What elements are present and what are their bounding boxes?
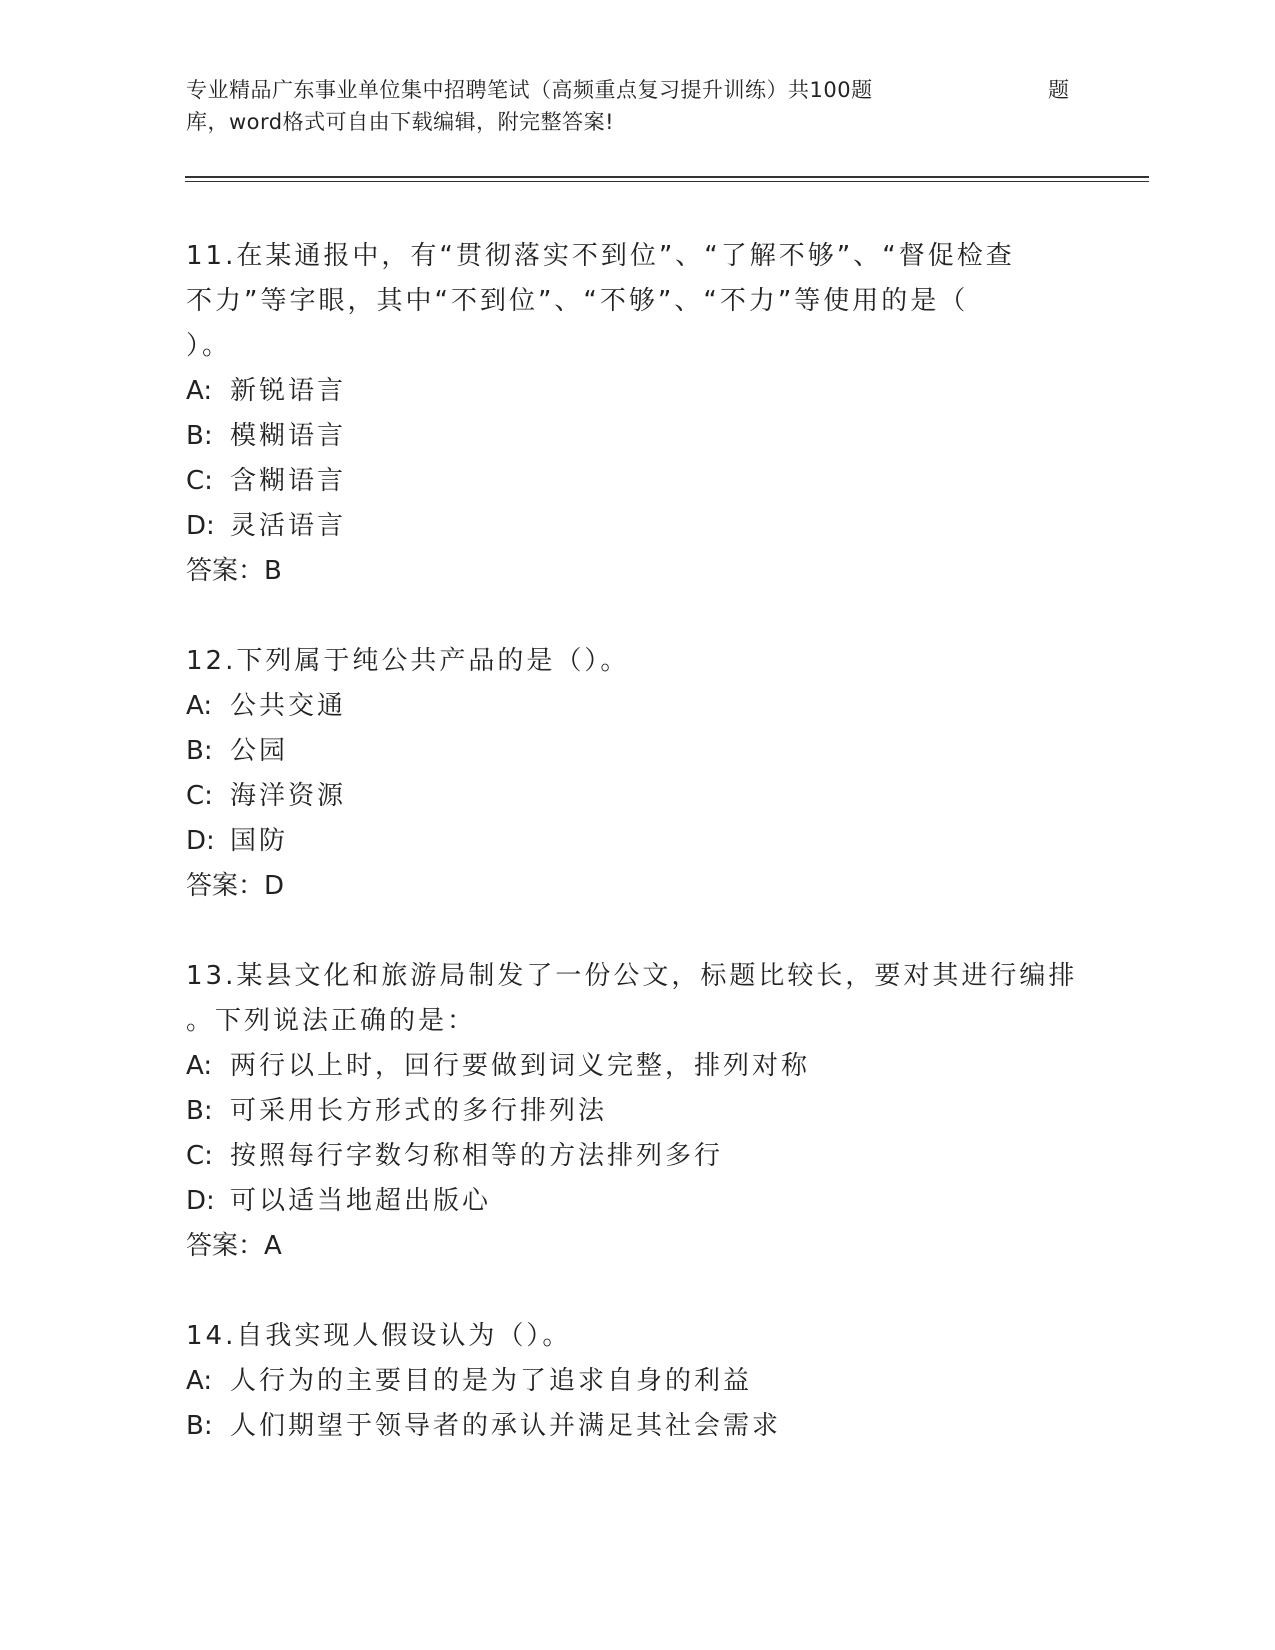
answer-option — [186, 1134, 1086, 1179]
header-title-tail: 题 — [1048, 78, 1070, 102]
question-stem-line: 不力”等字眼，其中“不到位”、“不够”、“不力”等使用的是（ — [186, 286, 969, 316]
answer-key: 答案：A — [186, 1231, 282, 1261]
question-block — [186, 954, 1086, 1269]
option-text: 公共交通 — [230, 691, 347, 721]
option-text: 两行以上时，回行要做到词义完整，排列对称 — [230, 1051, 811, 1081]
option-letter: B: — [186, 421, 213, 451]
question-list — [186, 234, 1086, 1494]
answer-key: 答案：B — [186, 556, 282, 586]
header-rule-thin — [185, 181, 1149, 182]
header-line-1 — [186, 74, 1086, 106]
answer-option — [186, 729, 1086, 774]
option-text: 按照每行字数匀称相等的方法排列多行 — [230, 1141, 724, 1171]
question-stem-line: 14.自我实现人假设认为（）。 — [186, 1321, 572, 1351]
option-text: 新锐语言 — [230, 376, 347, 406]
answer-option — [186, 459, 1086, 504]
answer-option — [186, 504, 1086, 549]
question-block — [186, 639, 1086, 909]
answer-option — [186, 1359, 1086, 1404]
answer-option — [186, 369, 1086, 414]
option-text: 海洋资源 — [230, 781, 347, 811]
question-stem-line: ）。 — [186, 331, 232, 361]
question-block — [186, 234, 1086, 594]
option-letter: A: — [186, 1051, 213, 1081]
answer-option — [186, 774, 1086, 819]
option-text: 公园 — [230, 736, 289, 766]
option-letter: A: — [186, 376, 213, 406]
header-title-line2: 库，word格式可自由下载编辑，附完整答案! — [186, 110, 615, 134]
question-block — [186, 1314, 1086, 1449]
answer-option — [186, 1089, 1086, 1134]
answer-option — [186, 1044, 1086, 1089]
answer-option — [186, 819, 1086, 864]
option-letter: C: — [186, 466, 213, 496]
option-letter: A: — [186, 1366, 213, 1396]
option-text: 可以适当地超出版心 — [230, 1186, 492, 1216]
answer-option — [186, 1404, 1086, 1449]
option-letter: D: — [186, 826, 215, 856]
option-text: 人行为的主要目的是为了追求自身的利益 — [230, 1366, 753, 1396]
answer-option — [186, 684, 1086, 729]
option-letter: B: — [186, 1411, 213, 1441]
question-stem-line: 11.在某通报中，有“贯彻落实不到位”、“了解不够”、“督促检查 — [186, 241, 1015, 271]
option-letter: B: — [186, 736, 213, 766]
option-letter: C: — [186, 1141, 213, 1171]
header-rule-thick — [185, 176, 1149, 178]
answer-option — [186, 1179, 1086, 1224]
option-letter: D: — [186, 1186, 215, 1216]
option-letter: D: — [186, 511, 215, 541]
answer-key: 答案：D — [186, 871, 285, 901]
option-text: 可采用长方形式的多行排列法 — [230, 1096, 608, 1126]
question-stem-line: 。下列说法正确的是： — [186, 1006, 477, 1036]
option-text: 灵活语言 — [230, 511, 347, 541]
header-title-line1: 专业精品广东事业单位集中招聘笔试（高频重点复习提升训练）共100题 — [186, 78, 873, 102]
option-text: 含糊语言 — [230, 466, 347, 496]
option-letter: A: — [186, 691, 213, 721]
option-letter: B: — [186, 1096, 213, 1126]
question-stem-line: 13.某县文化和旅游局制发了一份公文，标题比较长，要对其进行编排 — [186, 961, 1078, 991]
option-text: 人们期望于领导者的承认并满足其社会需求 — [230, 1411, 782, 1441]
document-header — [186, 74, 1086, 138]
option-text: 模糊语言 — [230, 421, 347, 451]
question-stem-line: 12.下列属于纯公共产品的是（）。 — [186, 646, 630, 676]
option-text: 国防 — [230, 826, 289, 856]
answer-option — [186, 414, 1086, 459]
option-letter: C: — [186, 781, 213, 811]
